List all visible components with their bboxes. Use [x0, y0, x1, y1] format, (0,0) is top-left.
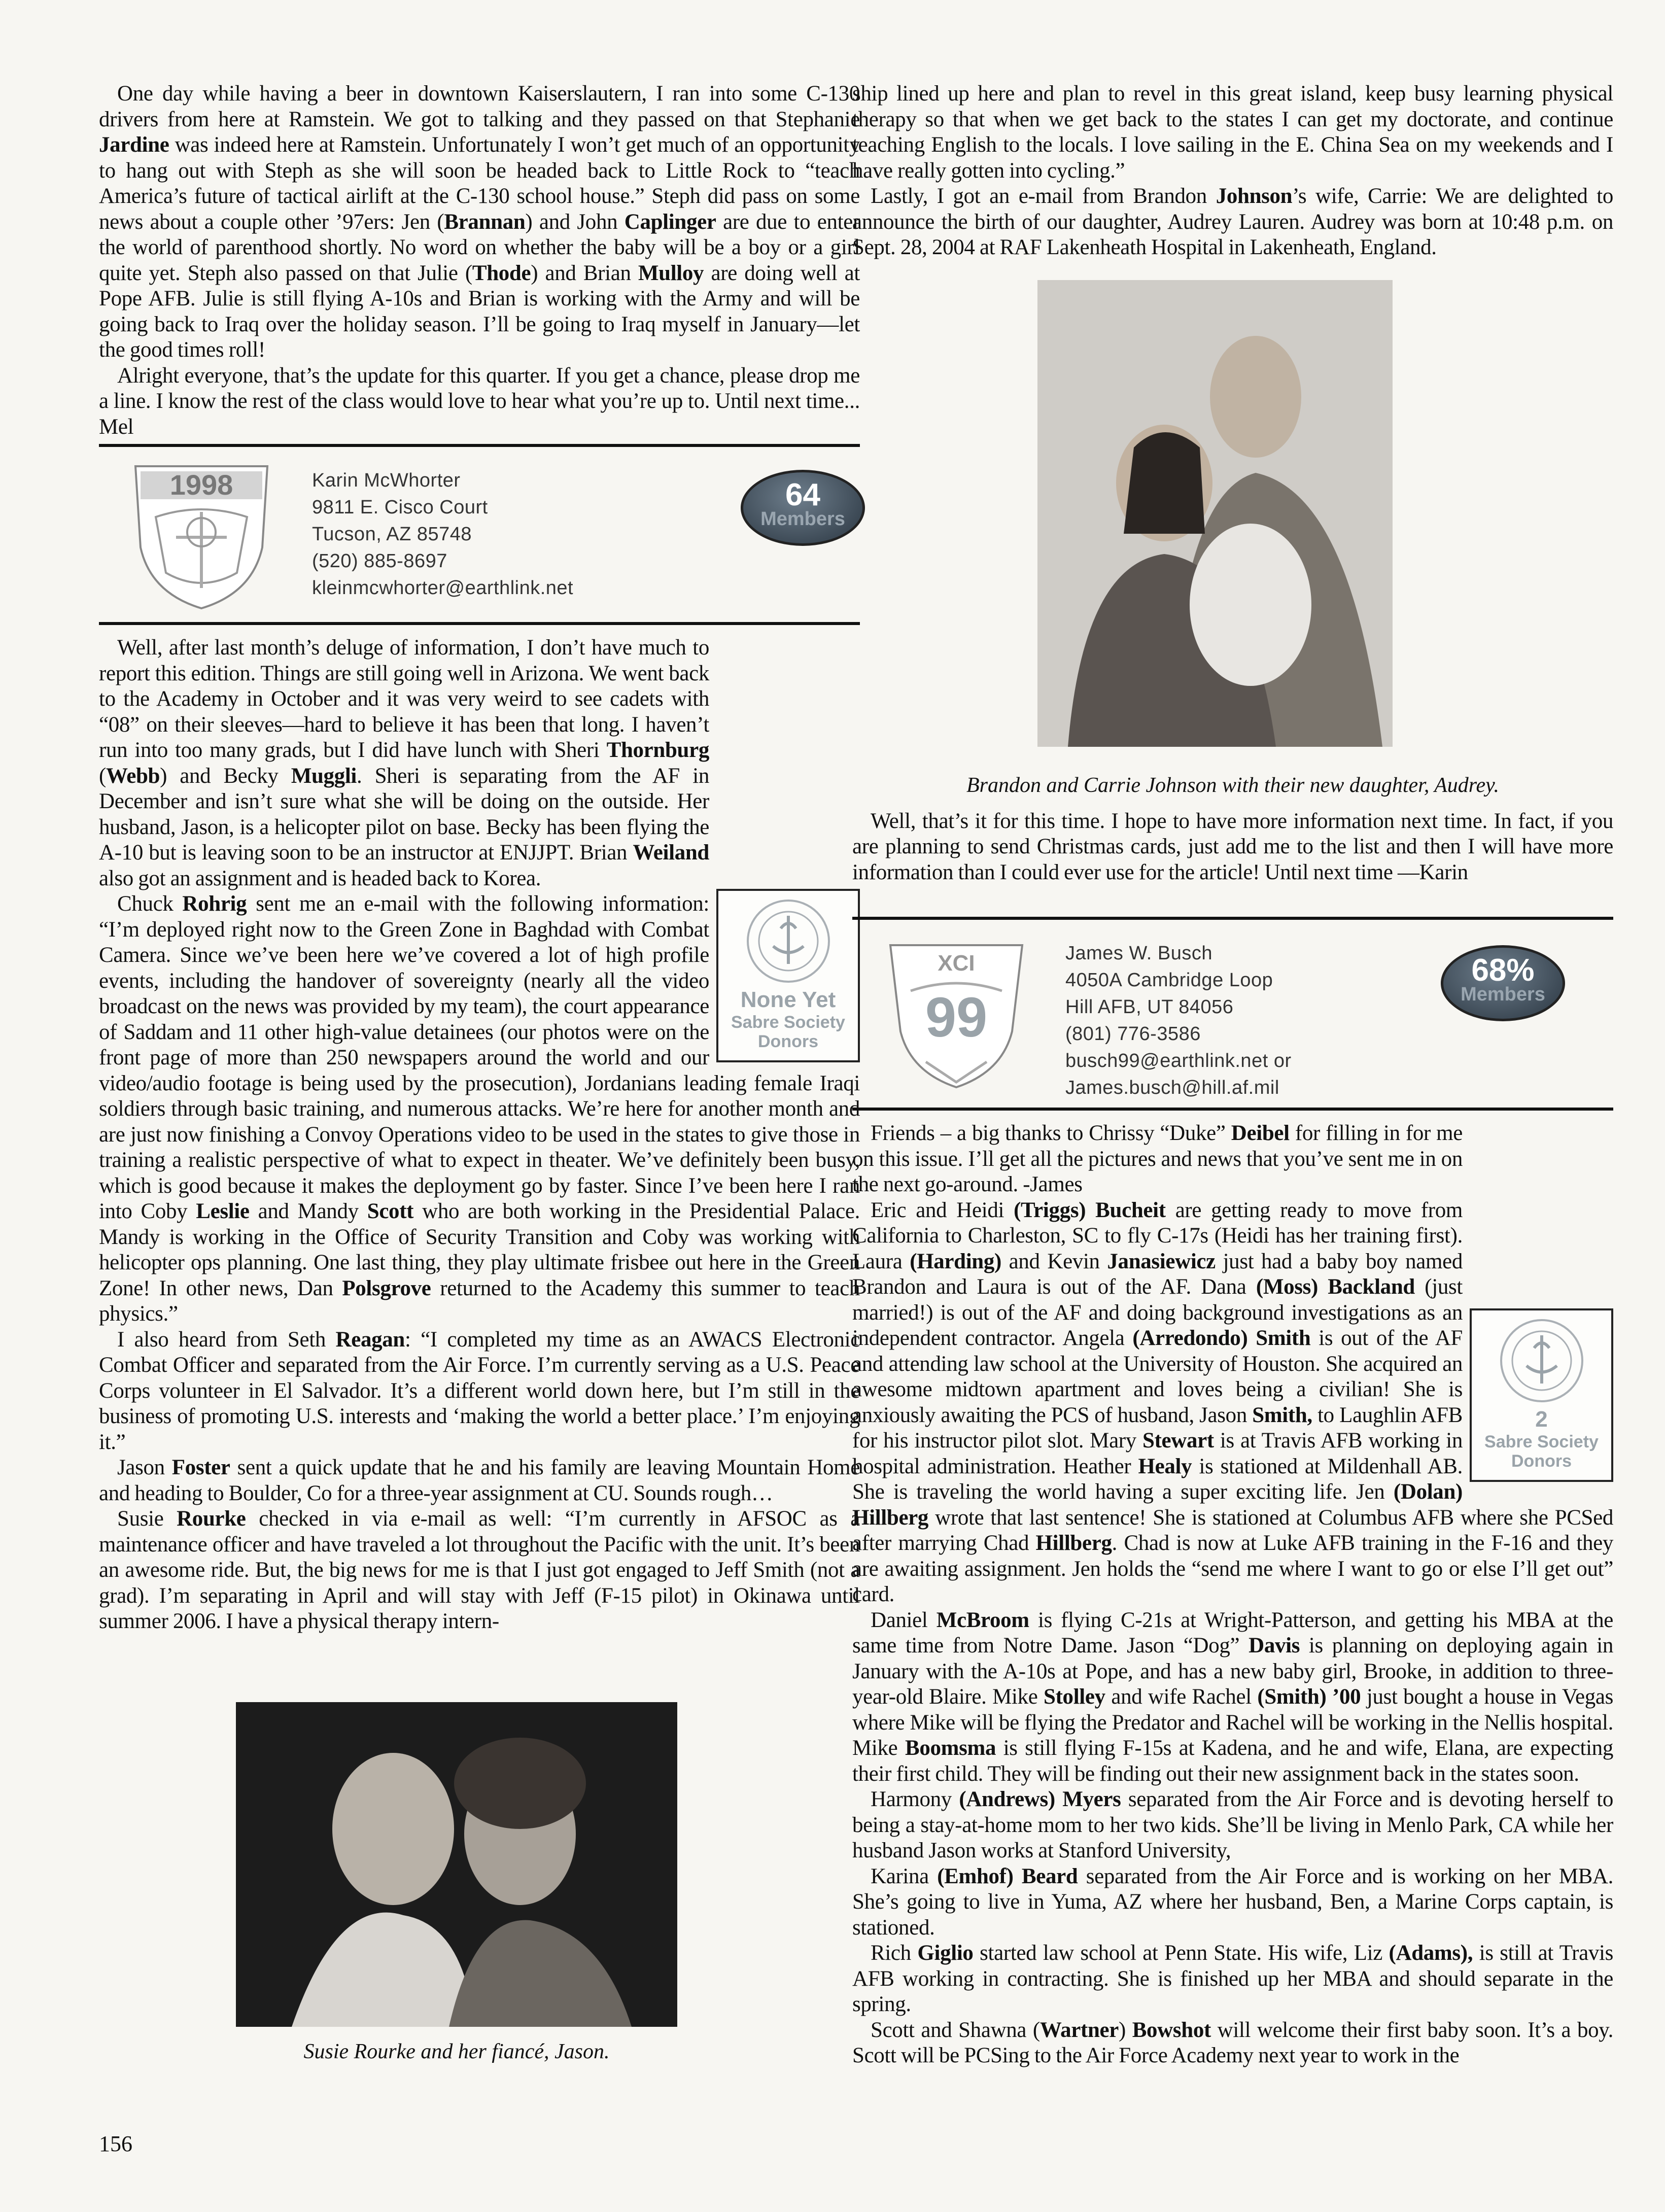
article-paragraph: Harmony (Andrews) Myers separated from the Air Force and is devoting herself to being a stay-at-home mom to her two kids. She’ll be living in Menlo Park, CA while her husband Jason works at Stanford University,: [852, 1787, 1613, 1862]
article-paragraph: Well, after last month’s deluge of information, I don’t have much to report this edition. Things are still going well in Arizona. We went back to the Academy in October and it was very weird to see cadets with “08” on their sleeves—hard to believe it has been that long. I haven’t run into too many grads, but I did have lunch with Sheri Thornburg (Webb) and Becky Muggli. Sheri is separating from the AF in December and isn’t sure what she will be doing on the outside. Her husband, Jason, is a helicopter pilot on base. Becky has been flying the A-10 but is leaving soon to be an instructor at ENJJPT. Brian Weiland also got an assignment and is headed back to Korea.: [99, 636, 709, 890]
correspondent-email[interactable]: kleinmcwhorter@earthlink.net: [312, 577, 574, 599]
photo-susie-and-jason: [236, 1702, 677, 2027]
sabre-label-donors: Donors: [758, 1032, 818, 1051]
contact-block: [1065, 940, 1292, 1101]
photo-caption: Susie Rourke and her fiancé, Jason.: [303, 2040, 610, 2063]
correspondent-email-2[interactable]: James.busch@hill.af.mil: [1065, 1077, 1279, 1098]
page-number: 156: [99, 2131, 132, 2156]
article-paragraph: Well, that’s it for this time. I hope to have more information next time. In fact, if you are planning to send Christmas cards, just add me to the list and then I will have more information than I could ever use for the article! Until next time —Karin: [852, 809, 1613, 884]
sabre-society-seal-icon: [1499, 1318, 1585, 1404]
article-paragraph: Lastly, I got an e-mail from Brandon Johnson’s wife, Carrie: We are delighted to announce the birth of our daughter, Audrey Lauren. Audrey was born at 10:48 p.m. on Sept. 28, 2004 at RAF Lakenheath Hospital in Lakenheath, England.: [852, 184, 1613, 259]
section-divider: [852, 1108, 1613, 1111]
class-1999-crest-icon: [880, 935, 1032, 1092]
sabre-label-donors: Donors: [1511, 1451, 1572, 1471]
article-paragraph: Karina (Emhof) Beard separated from the Air Force and is working on her MBA. She’s going to live in Yuma, AZ where her husband, Ben, a Marine Corps captain, is stationed.: [852, 1864, 1614, 1940]
class-98-header: [99, 447, 860, 622]
class-99-news: [852, 1121, 1613, 2069]
article-paragraph: One day while having a beer in downtown Kaiserslautern, I ran into some C-130 drivers from here at Ramstein. We got to talking and they passed on that Stephanie Jardine was indeed here at Ramstein. Unfortunately I won’t get much of an opportunity to hang out with Steph as she will soon be headed back to Little Rock to “teach America’s future of tactical airlift at the C-130 school house.” Steph did pass on some news about a couple other ’97ers: Jen (Brannan) and John Caplinger are due to enter the world of parenthood shortly. No word on whether the baby will be a boy or a girl quite yet. Steph also passed on that Julie (Thode) and Brian Mulloy are doing well at Pope AFB. Julie is still flying A-10s and Brian is working with the Army and will be going back to Iraq over the holiday season. I’ll be going to Iraq myself in January—let the good times roll!: [99, 82, 860, 362]
section-divider: [99, 622, 860, 625]
svg-text:1998: 1998: [169, 469, 233, 501]
sabre-count: 2: [1535, 1407, 1548, 1432]
correspondent-city: Hill AFB, UT 84056: [1065, 996, 1234, 1018]
class-1998-crest-icon: [125, 456, 278, 613]
correspondent-street: 4050A Cambridge Loop: [1065, 970, 1273, 991]
class-99-header: [852, 920, 1613, 1108]
correspondent-street: 9811 E. Cisco Court: [312, 497, 488, 518]
sabre-label: Sabre Society: [1484, 1432, 1599, 1451]
contact-block: [312, 467, 573, 602]
correspondent-email[interactable]: busch99@earthlink.net or: [1065, 1050, 1292, 1072]
sabre-count: None Yet: [740, 987, 836, 1012]
correspondent-name: James W. Busch: [1065, 943, 1212, 964]
photo-johnson-family: [1037, 280, 1393, 747]
article-paragraph: Friends – a big thanks to Chrissy “Duke” Deibel for filling in for me on this issue. I’ll get all the pictures and news that you’ve sent me in on the next go-around. -James: [852, 1121, 1463, 1196]
left-column: [99, 81, 860, 1635]
article-paragraph: Scott and Shawna (Wartner) Bowshot will welcome their first baby soon. It’s a boy. Scott will be PCSing to the Air Force Academy next year to work in the: [852, 2018, 1613, 2067]
membership-badge: [1441, 945, 1565, 1021]
svg-text:99: 99: [925, 986, 988, 1049]
sabre-society-seal-icon: [745, 898, 831, 984]
photo-johnson-wrap: [852, 261, 1613, 809]
article-paragraph: Daniel McBroom is flying C-21s at Wright-Patterson, and getting his MBA at the same time from Notre Dame. Jason “Dog” Davis is planning on deploying again in January with the A-10s at Pope, and has a new baby girl, Brooke, in addition to three-year-old Blaire. Mike Stolley and wife Rachel (Smith) ’00 just bought a house in Vegas where Mike will be flying the Predator and Rachel will be working in the Nellis hospital. Mike Boomsma is still flying F-15s at Kadena, and he and wife, Elana, are expecting their first child. They will be finding out their new assignment back in the states soon.: [852, 1608, 1613, 1786]
article-paragraph: Eric and Heidi (Triggs) Bucheit are getting ready to move from California to Charleston, SC to fly C-17s (Heidi has her training first). Laura (Harding) and Kevin Janasiewicz just had a baby boy named Brandon and Laura is out of the AF. Dana (Moss) Backland (just married!) is out of the AF and doing background investigations as an independent contractor. Angela (Arredondo) Smith is out of the AF and attending law school at the University of Houston. She acquired an awesome midtown apartment and loves being a civilian! She is anxiously awaiting the PCS of husband, Jason Smith, to Laughlin AFB for his instructor pilot slot. Mary Stewart is at Travis AFB working in hospital administration. Heather Healy is stationed at Mildenhall AB. She is traveling the world having a super exciting life. Jen (Dolan) Hillberg wrote that last sentence! She is stationed at Columbus AFB where she PCSed after marrying Chad Hillberg. Chad is now at Luke AFB training in the F-16 and they are awaiting assignment. Jen holds the “send me where I want to go or else I’ll get out” card.: [852, 1198, 1613, 1606]
membership-label: Members: [760, 508, 845, 530]
right-column: [852, 81, 1613, 2069]
sabre-label: Sabre Society: [731, 1013, 845, 1032]
photo-caption: Brandon and Carrie Johnson with their new daughter, Audrey.: [966, 773, 1499, 797]
membership-badge: [741, 470, 865, 546]
article-paragraph: Susie Rourke checked in via e-mail as well: “I’m currently in AFSOC as a maintenance officer and have traveled a lot throughout the Pacific with the unit. It’s been an awesome ride. But, the big news for me is that I just got engaged to Jeff Smith (not a grad). I’m separating in April and will stay with Jeff (F-15 pilot) in Okinawa until summer 2006. I have a physical therapy intern-: [99, 1507, 860, 1633]
article-paragraph: Jason Foster sent a quick update that he and his family are leaving Mountain Home and heading to Boulder, Co for a three-year assignment at CU. Sounds rough…: [99, 1456, 860, 1505]
class-97-news: [99, 81, 860, 440]
article-paragraph: Alright everyone, that’s the update for this quarter. If you get a chance, please drop me a line. I know the rest of the class would love to hear what you’re up to. Until next time... Mel: [99, 363, 860, 439]
sabre-society-box: [1470, 1308, 1613, 1482]
membership-count: 68%: [1471, 953, 1535, 988]
svg-text:XCI: XCI: [938, 951, 975, 976]
family-photo-image: [1037, 280, 1393, 747]
sabre-society-box: [716, 889, 860, 1062]
correspondent-phone: (801) 776-3586: [1065, 1023, 1201, 1045]
article-paragraph: I also heard from Seth Reagan: “I completed my time as an AWACS Electronic Combat Officer and separated from the Air Force. I’m currently serving as a U.S. Peace Corps volunteer in El Salvador. It’s a different world down here, but I’m still in the business of promoting U.S. interests and ‘making the world a better place.’ I’m enjoying it.”: [99, 1327, 860, 1454]
correspondent-city: Tucson, AZ 85748: [312, 524, 472, 545]
couple-photo-image: [236, 1702, 677, 2027]
article-paragraph: ship lined up here and plan to revel in this great island, keep busy learning physical therapy so that when we get back to the states I can get my doctorate, and continue teaching English to the locals. I love sailing in the E. China Sea on my weekends and I have really gotten into cycling.”: [852, 82, 1613, 183]
membership-count: 64: [785, 477, 820, 512]
article-paragraph: Rich Giglio started law school at Penn State. His wife, Liz (Adams), is still at Travis AFB working in contracting. She is finished up her MBA and should separate in the spring.: [852, 1941, 1613, 2016]
class-98-news: [99, 635, 860, 1635]
correspondent-name: Karin McWhorter: [312, 470, 461, 491]
membership-label: Members: [1461, 984, 1545, 1005]
article-paragraph: Chuck Rohrig sent me an e-mail with the following information: “I’m deployed right now to the Green Zone in Baghdad with Combat Camera. Since we’ve been here we’ve covered a lot of high profile events, including the handover of sovereignty (nearly all the video broadcast on the news was provided by my team), the court appearance of Saddam and 11 other high-value detainees (our photos were on the front page of more than 250 newspapers around the world and our video/audio footage is being used by the prosecution), Jordanians leading female Iraqi soldiers through basic training, and numerous attacks. We’re here for another month and are just now finishing a Convoy Operations video to be used in the states to give those in training a realistic perspective of what to expect in theater. We’ve definitely been busy, which is good because it makes the deployment go by faster. Since I’ve been here I ran into Coby Leslie and Mandy Scott who are both working in the Presidential Palace. Mandy is working in the Office of Security Transition and Coby was working with helicopter ops planning. One last thing, they play ultimate frisbee out here in the Green Zone! In other news, Dan Polsgrove returned to the Academy this summer to teach physics.”: [99, 892, 860, 1326]
correspondent-phone: (520) 885-8697: [312, 550, 447, 572]
